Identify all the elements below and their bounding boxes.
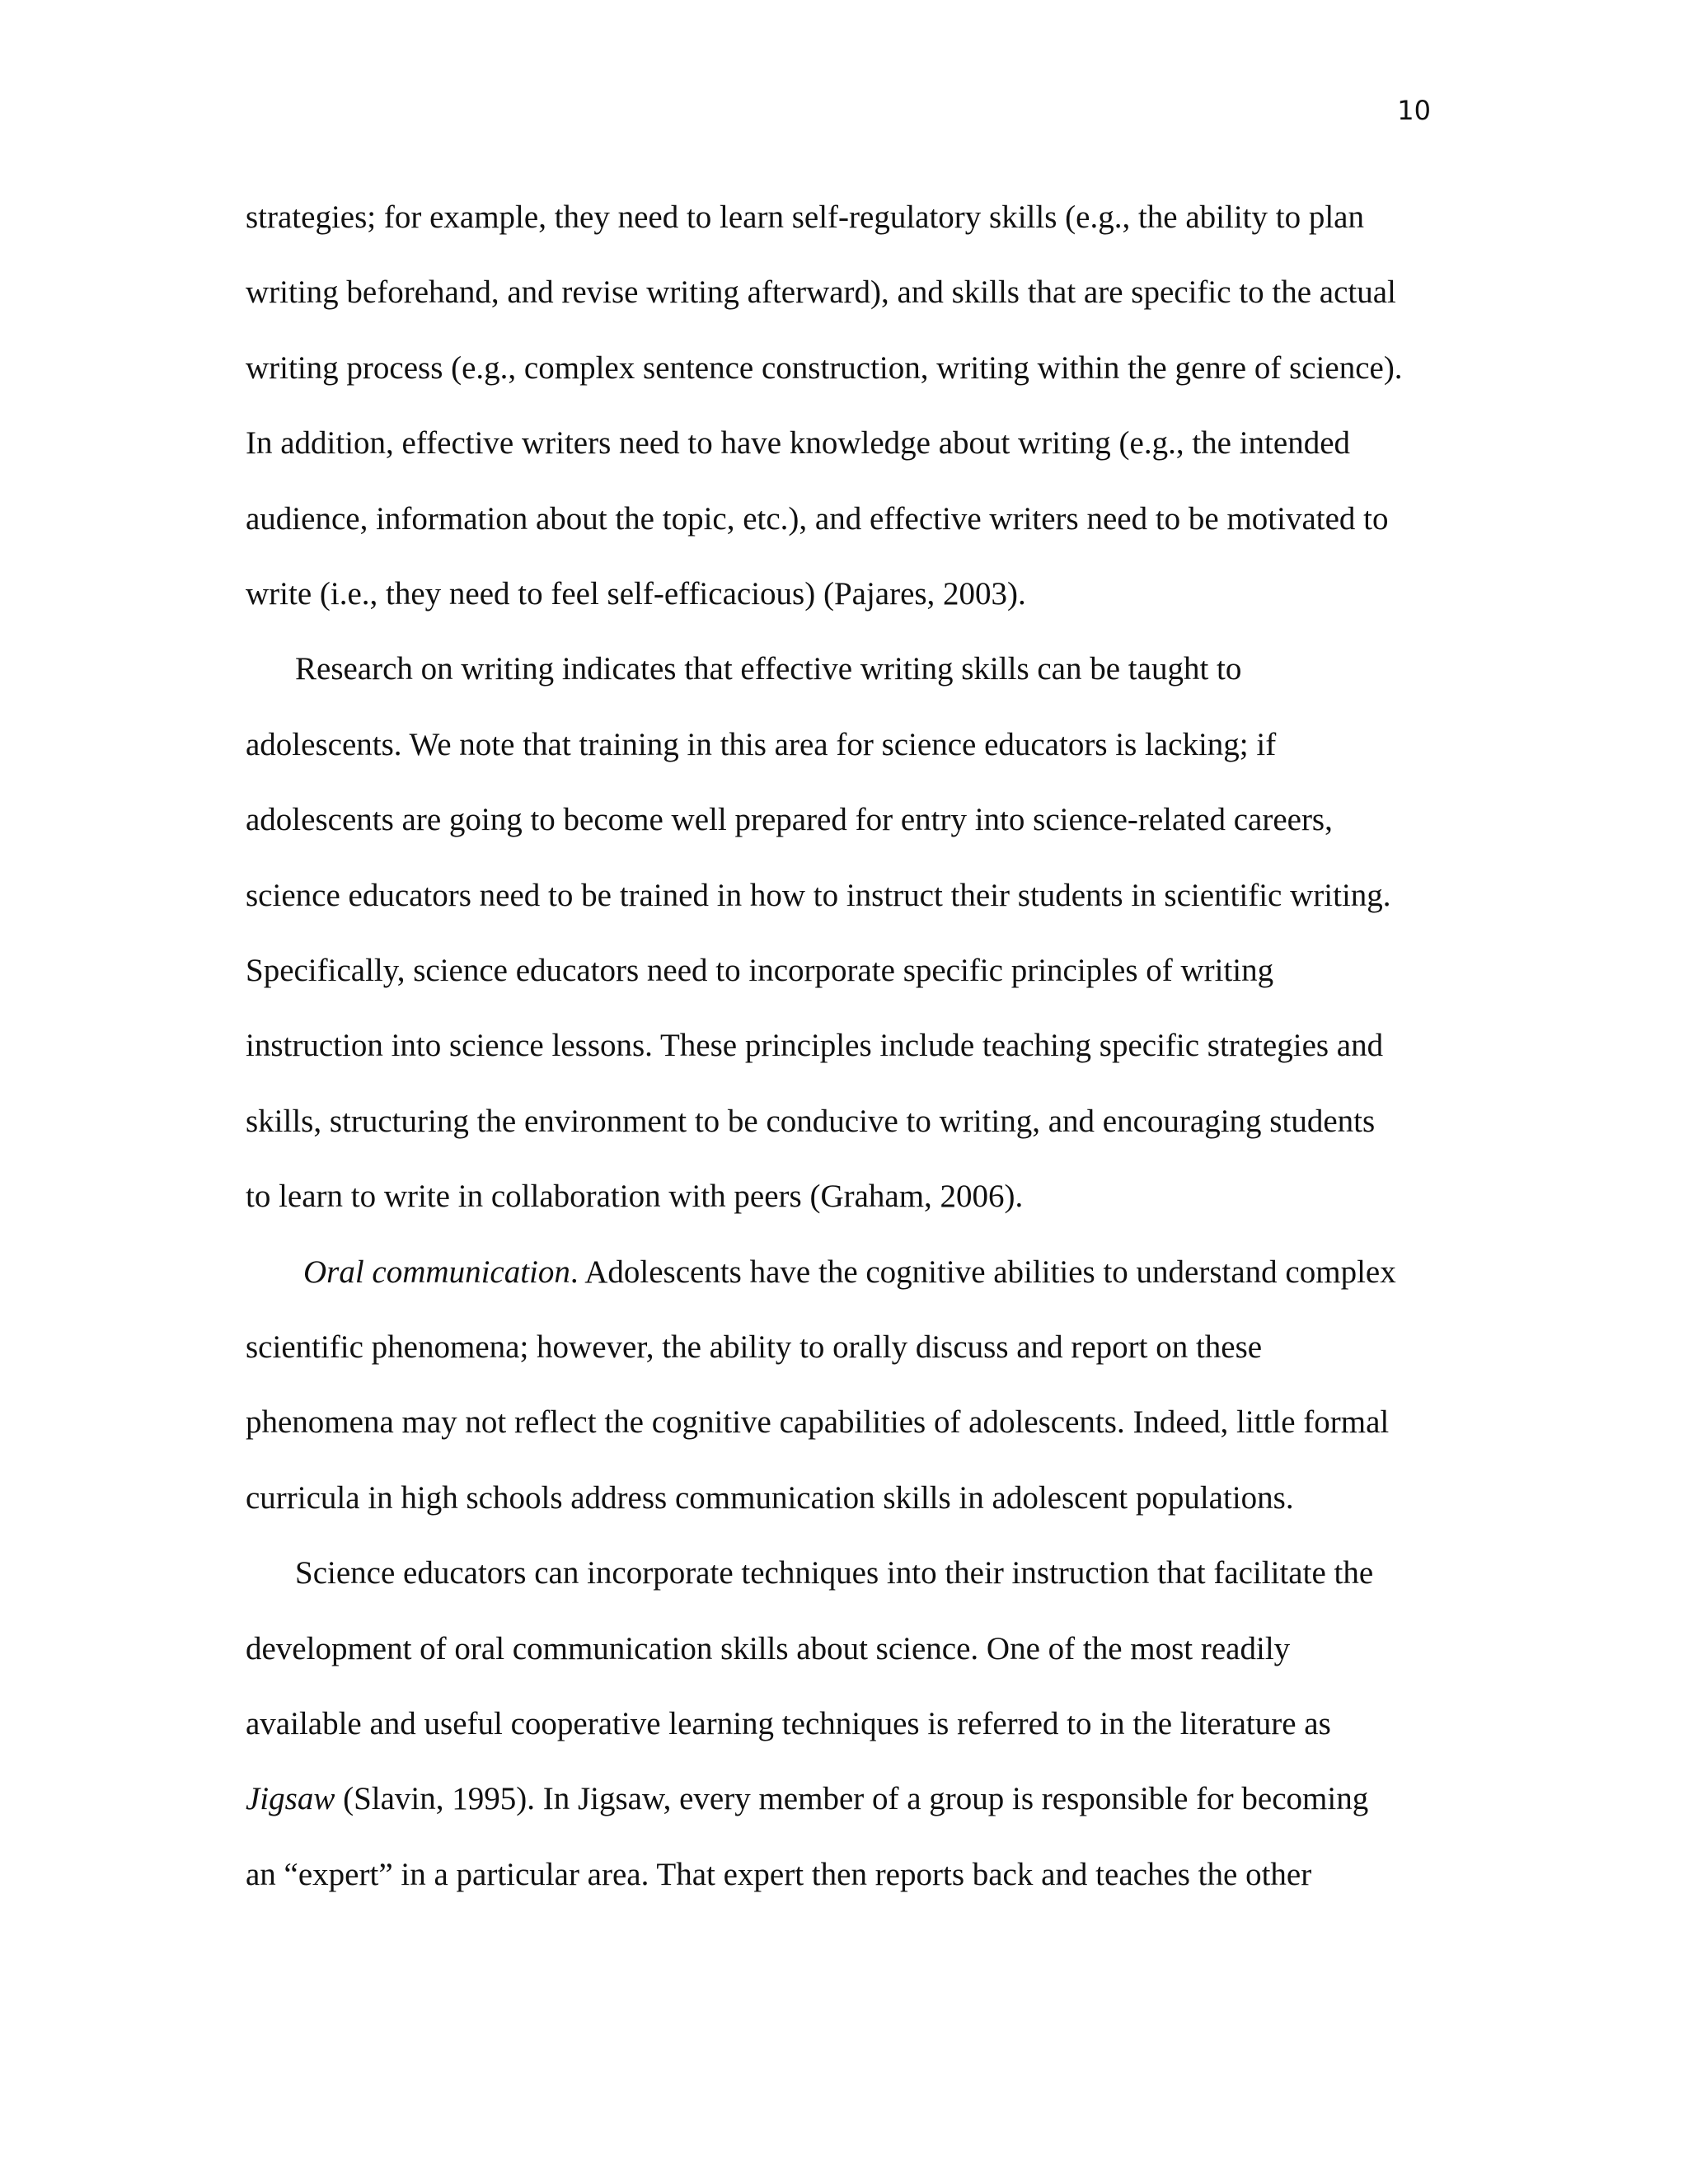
body-line: to learn to write in collaboration with peers (Graham, 2006).	[246, 1179, 1024, 1214]
jigsaw-term: Jigsaw	[246, 1781, 335, 1816]
body-line: writing process (e.g., complex sentence construction, writing within the genre of science).	[246, 350, 1403, 386]
body-line: curricula in high schools address communication skills in adolescent populations.	[246, 1480, 1294, 1516]
body-line: write (i.e., they need to feel self-efficacious) (Pajares, 2003).	[246, 576, 1026, 612]
oral-communication-heading: Oral communication	[303, 1254, 570, 1290]
body-line: science educators need to be trained in how to instruct their students in scientific writing.	[246, 878, 1391, 913]
body-line: scientific phenomena; however, the ability to orally discuss and report on these	[246, 1329, 1263, 1365]
body-line: skills, structuring the environment to be conducive to writing, and encouraging students	[246, 1104, 1376, 1139]
body-line: available and useful cooperative learning techniques is referred to in the literature as	[246, 1706, 1331, 1741]
paragraph-first-line: Science educators can incorporate techniques into their instruction that facilitate the	[295, 1555, 1374, 1591]
body-line: audience, information about the topic, etc.), and effective writers need to be motivated to	[246, 501, 1389, 537]
body-line: strategies; for example, they need to learn self-regulatory skills (e.g., the ability to plan	[246, 199, 1364, 235]
page-number: 10	[1397, 95, 1431, 126]
body-line: In addition, effective writers need to have knowledge about writing (e.g., the intended	[246, 425, 1351, 461]
body-line: adolescents. We note that training in this area for science educators is lacking; if	[246, 727, 1277, 762]
oral-communication-heading-line	[303, 1256, 1396, 1288]
paragraph-first-line: Research on writing indicates that effective writing skills can be taught to	[295, 651, 1242, 687]
jigsaw-line	[246, 1783, 1368, 1815]
body-line: phenomena may not reflect the cognitive capabilities of adolescents. Indeed, little formal	[246, 1404, 1390, 1440]
body-line: development of oral communication skills about science. One of the most readily	[246, 1631, 1291, 1666]
body-line: adolescents are going to become well prepared for entry into science-related careers,	[246, 802, 1333, 837]
body-line: an “expert” in a particular area. That expert then reports back and teaches the other	[246, 1857, 1312, 1892]
body-line: writing beforehand, and revise writing afterward), and skills that are specific to the actual	[246, 274, 1396, 310]
body-line: instruction into science lessons. These principles include teaching specific strategies and	[246, 1028, 1384, 1063]
jigsaw-text: (Slavin, 1995). In Jigsaw, every member of a group is responsible for becoming	[335, 1781, 1369, 1816]
oral-communication-text: . Adolescents have the cognitive abilities to understand complex	[570, 1254, 1396, 1290]
body-line: Specifically, science educators need to incorporate specific principles of writing	[246, 953, 1274, 988]
